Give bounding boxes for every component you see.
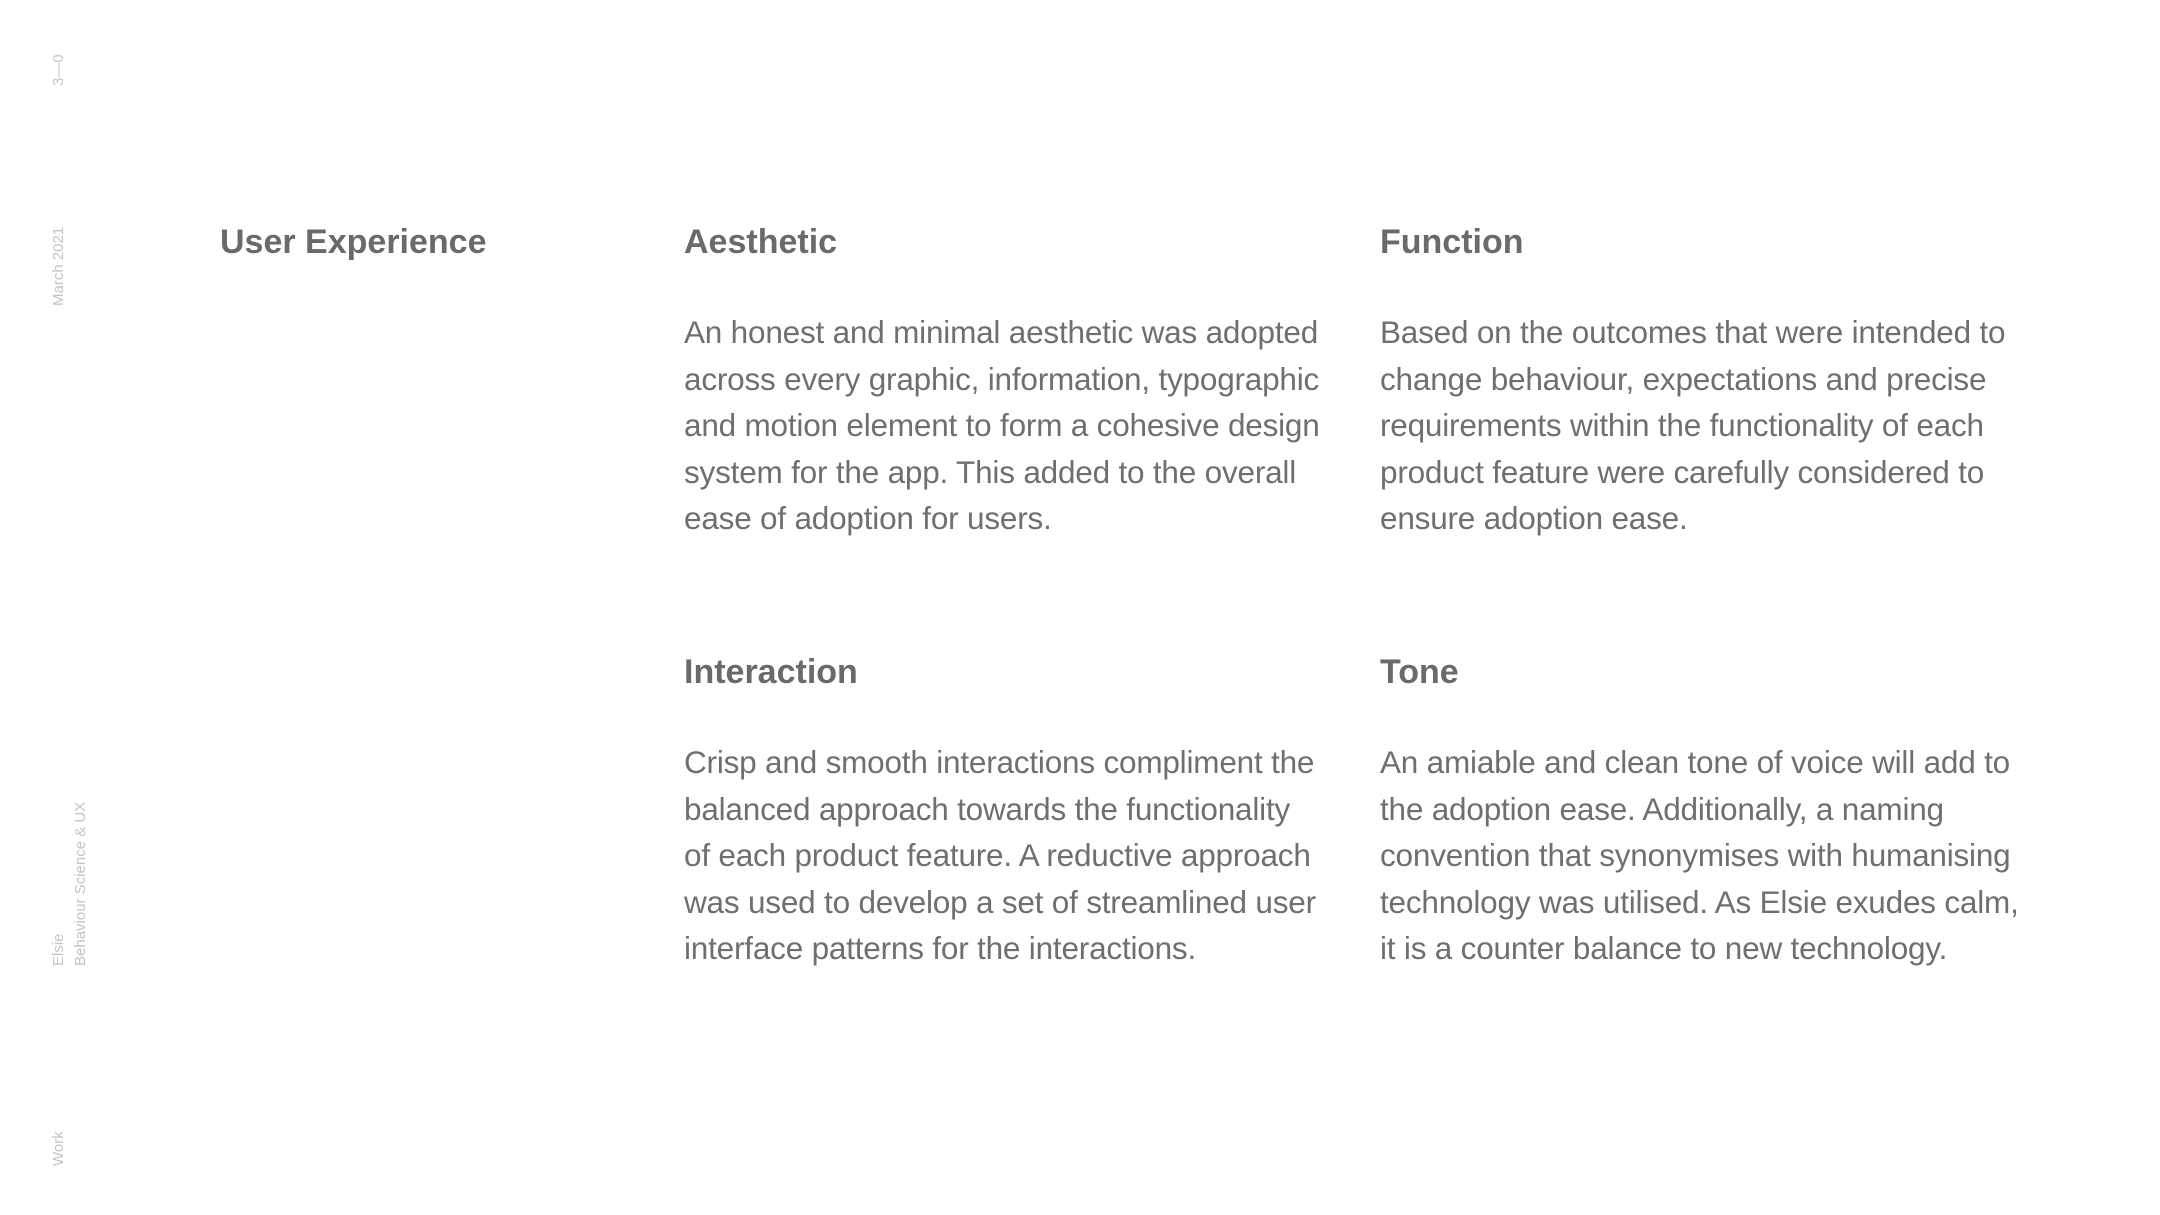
function-text [1380,309,2070,542]
interaction-text [684,739,1374,972]
text-line: interface patterns for the interactions. [684,930,1197,966]
page-title: User Experience [220,223,487,261]
text-line: Crisp and smooth interactions compliment the [684,744,1315,780]
text-line: An honest and minimal aesthetic was adopted [684,314,1319,350]
function-block [1380,218,2070,542]
text-line: requirements within the functionality of each [1380,407,1984,443]
text-line: and motion element to form a cohesive design [684,407,1320,443]
aesthetic-heading: Aesthetic [684,223,838,261]
text-line: system for the app. This added to the overall [684,453,1297,490]
project-subtitle: Behaviour Science & UX [72,801,89,966]
function-heading: Function [1380,223,1524,261]
interaction-heading: Interaction [684,653,858,691]
text-line: across every graphic, information, typographic [684,360,1320,397]
text-line: ease of adoption for users. [684,500,1052,536]
tone-text [1380,739,2080,972]
text-line: An amiable and clean tone of voice will add to [1380,744,2010,780]
tone-block [1380,648,2080,972]
side-labels [0,0,110,1215]
tone-heading: Tone [1380,653,1459,691]
text-line: was used to develop a set of streamlined user [684,883,1316,920]
text-line: it is a counter balance to new technology. [1380,930,1948,966]
project-name: Elsie [50,933,67,966]
text-line: product feature were carefully considered to [1380,453,1985,490]
text-line: technology was utilised. As Elsie exudes calm, [1380,883,2019,920]
text-line: of each product feature. A reductive approach [684,837,1311,873]
interaction-block [684,648,1374,972]
text-line: ensure adoption ease. [1380,500,1688,536]
text-line: Based on the outcomes that were intended to [1380,314,2006,350]
text-line: convention that synonymises with humanising [1380,837,2011,873]
text-line: balanced approach towards the functionality [684,790,1291,827]
text-line: the adoption ease. Additionally, a naming [1380,790,1944,827]
aesthetic-text [684,309,1374,542]
aesthetic-block [684,218,1374,542]
document-date: March 2021 [50,226,67,306]
page-number: 3—0 [50,54,67,86]
text-line: change behaviour, expectations and precise [1380,360,1987,397]
section-label: Work [50,1131,67,1166]
project-label [48,802,92,966]
